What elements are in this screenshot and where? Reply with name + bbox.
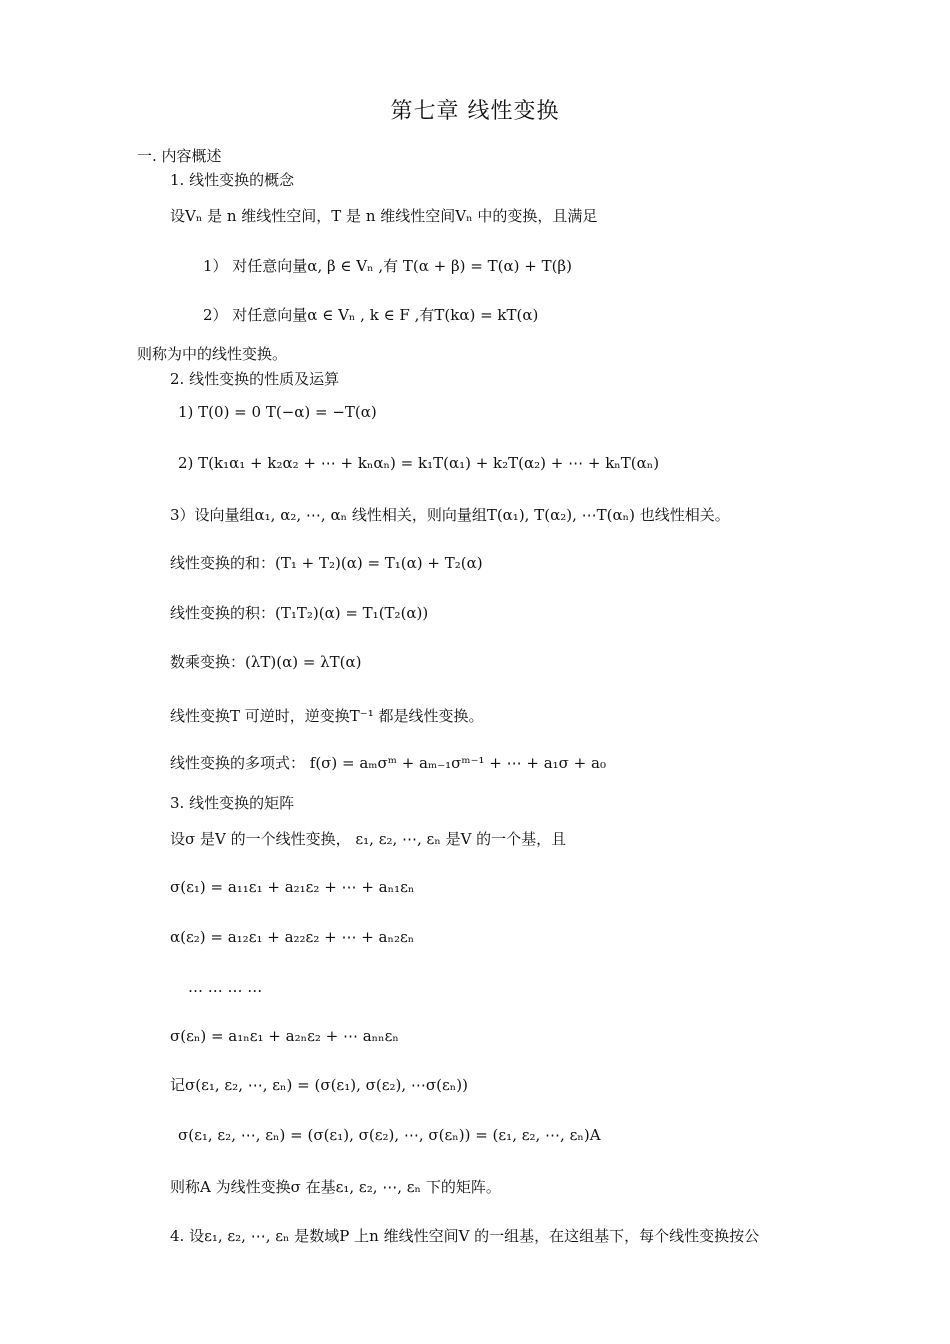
property-2: 2) T(k₁α₁ + k₂α₂ + ⋯ + kₙαₙ) = k₁T(α₁) + k₂T(α₂) + ⋯ + kₙT(αₙ) xyxy=(178,454,660,472)
page-title: 第七章 线性变换 xyxy=(390,99,560,124)
matrix-equation-n: σ(εₙ) = a₁ₙε₁ + a₂ₙε₂ + ⋯ aₙₙεₙ xyxy=(170,1027,399,1045)
ellipsis-row: … … … … xyxy=(188,978,263,996)
definition-intro: 设Vₙ 是 n 维线性空间，T 是 n 维线性空间Vₙ 中的变换，且满足 xyxy=(170,207,598,225)
property-3: 3）设向量组α₁, α₂, ⋯, αₙ 线性相关，则向量组T(α₁), T(α₂), ⋯T(αₙ) 也线性相关。 xyxy=(170,506,730,524)
matrix-equation-2: α(ε₂) = a₁₂ε₁ + a₂₂ε₂ + ⋯ + aₙ₂εₙ xyxy=(170,928,415,946)
subsection-heading-1: 1. 线性变换的概念 xyxy=(170,171,295,189)
definition-condition-1: 1） 对任意向量α, β ∈ Vₙ ,有 T(α + β) = T(α) + T(β) xyxy=(203,257,572,275)
operation-product: 线性变换的积：(T₁T₂)(α) = T₁(T₂(α)) xyxy=(170,604,429,622)
definition-condition-2: 2） 对任意向量α ∈ Vₙ , k ∈ F ,有T(kα) = kT(α) xyxy=(203,306,539,324)
notation-line-1: 记σ(ε₁, ε₂, ⋯, εₙ) = (σ(ε₁), σ(ε₂), ⋯σ(εₙ)) xyxy=(170,1076,468,1094)
subsection-heading-2: 2. 线性变换的性质及运算 xyxy=(170,370,340,388)
section-heading: 一. 内容概述 xyxy=(137,147,222,165)
notation-line-2: σ(ε₁, ε₂, ⋯, εₙ) = (σ(ε₁), σ(ε₂), ⋯, σ(εₙ)) = (ε₁, ε₂, ⋯, εₙ)A xyxy=(178,1126,601,1144)
subsection-4-line: 4. 设ε₁, ε₂, ⋯, εₙ 是数域P 上n 维线性空间V 的一组基，在这组基下，每个线性变换按公 xyxy=(170,1227,760,1245)
matrix-equation-1: σ(ε₁) = a₁₁ε₁ + a₂₁ε₂ + ⋯ + aₙ₁εₙ xyxy=(170,878,415,896)
matrix-conclusion: 则称A 为线性变换σ 在基ε₁, ε₂, ⋯, εₙ 下的矩阵。 xyxy=(170,1178,501,1196)
property-1: 1) T(0) = 0 T(−α) = −T(α) xyxy=(178,403,377,421)
operation-sum: 线性变换的和：(T₁ + T₂)(α) = T₁(α) + T₂(α) xyxy=(170,554,483,572)
operation-inverse: 线性变换T 可逆时，逆变换T⁻¹ 都是线性变换。 xyxy=(170,707,484,725)
operation-polynomial: 线性变换的多项式： f(σ) = aₘσᵐ + aₘ₋₁σᵐ⁻¹ + ⋯ + a₁σ + a₀ xyxy=(170,754,606,772)
subsection-heading-3: 3. 线性变换的矩阵 xyxy=(170,794,295,812)
matrix-intro: 设σ 是V 的一个线性变换， ε₁, ε₂, ⋯, εₙ 是V 的一个基，且 xyxy=(170,830,567,848)
operation-scalar: 数乘变换：(λT)(α) = λT(α) xyxy=(170,653,362,671)
definition-conclusion: 则称为中的线性变换。 xyxy=(137,345,288,363)
